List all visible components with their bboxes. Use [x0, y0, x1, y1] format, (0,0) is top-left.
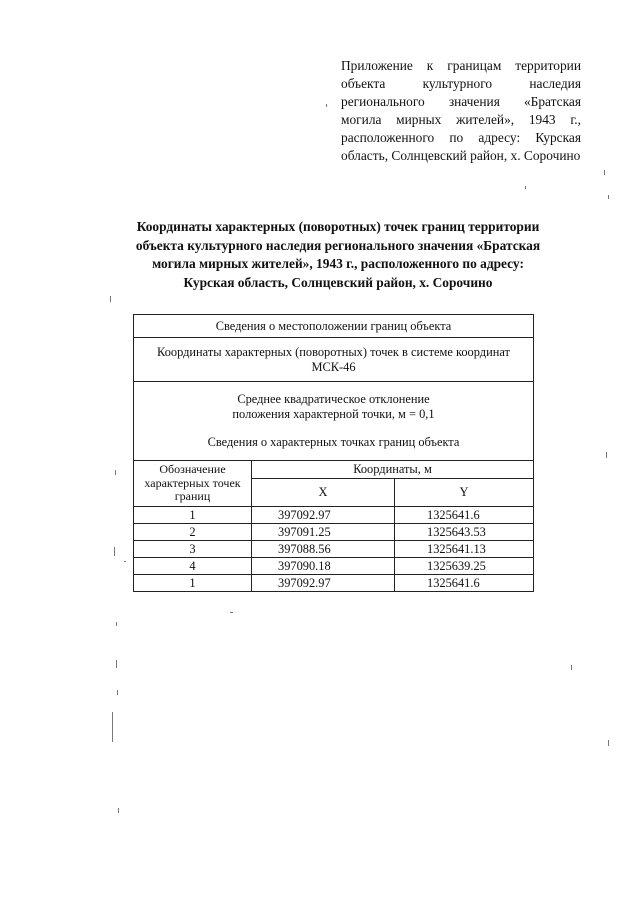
section-location-cell: Сведения о местоположении границ объекта — [134, 315, 534, 338]
point-id: 4 — [134, 558, 252, 575]
scan-speck — [112, 712, 113, 742]
coord-system-cell: Координаты характерных (поворотных) точек в системе координат МСК-46 — [134, 338, 534, 382]
scan-speck — [116, 660, 117, 668]
point-id: 3 — [134, 541, 252, 558]
point-y: 1325641.13 — [395, 541, 534, 558]
title-line-3: могила мирных жителей», 1943 г., расположенного по адресу: — [152, 256, 524, 271]
scan-speck — [604, 170, 605, 175]
point-y: 1325643.53 — [395, 524, 534, 541]
table-row — [134, 558, 534, 575]
scan-speck — [118, 808, 119, 813]
title-line-1: Координаты характерных (поворотных) точек границ территории — [136, 219, 540, 234]
point-x: 397092.97 — [252, 575, 395, 592]
scan-speck — [606, 452, 607, 458]
scan-speck — [230, 612, 233, 613]
point-y: 1325641.6 — [395, 575, 534, 592]
scan-speck — [525, 186, 526, 189]
table-row — [134, 507, 534, 524]
table-section-row — [134, 315, 534, 338]
x-header: X — [252, 479, 395, 507]
y-header: Y — [395, 479, 534, 507]
scan-speck — [571, 665, 572, 670]
designation-header: Обозначение характерных точек границ — [134, 461, 252, 507]
table-header-row — [134, 461, 534, 479]
point-y: 1325639.25 — [395, 558, 534, 575]
title-line-4: Курская область, Солнцевский район, х. Сорочино — [183, 274, 493, 290]
table-row — [134, 524, 534, 541]
scan-speck — [114, 547, 115, 556]
point-id: 1 — [134, 575, 252, 592]
table-rms-row — [134, 382, 534, 461]
scan-speck — [608, 740, 609, 746]
point-id: 1 — [134, 507, 252, 524]
table-coord-system-row — [134, 338, 534, 382]
rms-cell — [134, 382, 534, 461]
rms-line-2: положения характерной точки, м = 0,1 — [232, 407, 435, 421]
scan-speck — [124, 561, 126, 562]
scan-speck — [116, 622, 117, 626]
rms-line-1: Среднее квадратическое отклонение — [237, 392, 430, 406]
point-id: 2 — [134, 524, 252, 541]
title-line-2: объекта культурного наследия регионального значения «Братская — [135, 237, 541, 253]
scan-speck — [608, 195, 609, 199]
scan-speck — [110, 296, 111, 302]
coordinates-table — [133, 314, 534, 592]
coords-header: Координаты, м — [252, 461, 534, 479]
document-title — [100, 218, 576, 292]
point-x: 397092.97 — [252, 507, 395, 524]
scan-speck — [117, 690, 118, 695]
table-row — [134, 541, 534, 558]
points-section-label: Сведения о характерных точках границ объекта — [207, 435, 460, 449]
point-x: 397090.18 — [252, 558, 395, 575]
scan-speck — [326, 104, 327, 107]
point-y: 1325641.6 — [395, 507, 534, 524]
annex-note: Приложение к границам территории объекта культурного наследия регионального значения «Братская могила мирных жителей», 1943 г., расположенного по адресу: Курская область, Солнцевский район, х. Сорочино — [341, 58, 581, 163]
table-row — [134, 575, 534, 592]
scan-speck — [115, 470, 116, 475]
point-x: 397091.25 — [252, 524, 395, 541]
point-x: 397088.56 — [252, 541, 395, 558]
